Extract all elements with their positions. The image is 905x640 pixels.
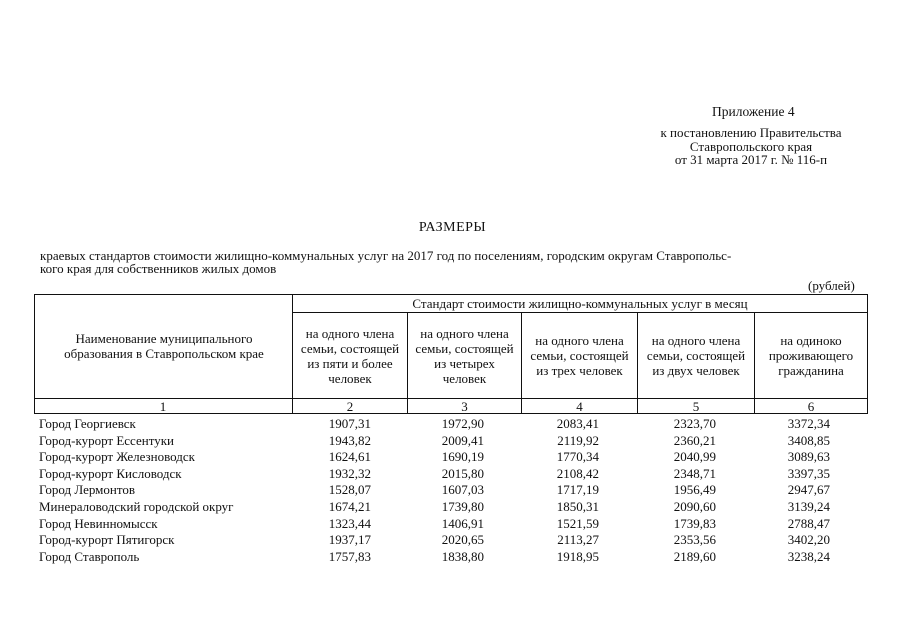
subtitle-line: кого края для собственников жилых домов	[40, 261, 277, 276]
group-header: Стандарт стоимости жилищно-коммунальных услуг в месяц	[412, 295, 748, 311]
cost-value: 2113,27	[557, 532, 599, 548]
cost-value: 1406,91	[441, 515, 484, 531]
cost-value: 2009,41	[441, 432, 484, 448]
cost-value: 2040,99	[673, 449, 716, 465]
cost-value: 1674,21	[328, 498, 371, 514]
table-row	[34, 499, 868, 516]
cost-value: 2348,71	[673, 465, 716, 481]
municipality-name: Город-курорт Ессентуки	[39, 432, 174, 448]
municipality-name: Минераловодский городской округ	[39, 498, 234, 514]
unit-label: (рублей)	[808, 278, 855, 293]
column-header-five-plus: на одного члена семьи, состоящей из пяти и более человек	[300, 325, 400, 386]
cost-value: 1739,80	[441, 498, 484, 514]
cost-value: 2323,70	[673, 416, 716, 431]
cost-value: 2083,41	[556, 416, 599, 431]
cost-value: 2189,60	[673, 548, 716, 564]
table-row	[34, 482, 868, 499]
municipality-name: Город Георгиевск	[39, 416, 136, 431]
municipality-name: Город Невинномысск	[39, 515, 158, 531]
cost-value: 3397,35	[787, 465, 830, 481]
cost-value: 2947,67	[787, 482, 830, 498]
cost-value: 3139,24	[787, 498, 830, 514]
cost-value: 1918,95	[556, 548, 599, 564]
resolution-reference	[640, 126, 862, 167]
cost-value: 1323,44	[328, 515, 371, 531]
municipality-name: Город Лермонтов	[39, 482, 135, 498]
column-header-two: на одного члена семьи, состоящей из двух человек	[646, 333, 746, 378]
table-row	[34, 516, 868, 533]
column-header-three: на одного члена семьи, состоящей из трех человек	[530, 333, 629, 378]
reference-line: к постановлению Правительства	[660, 125, 842, 140]
cost-value: 1943,82	[328, 432, 371, 448]
annex-label: Приложение 4	[712, 104, 795, 119]
cost-value: 1850,31	[556, 498, 599, 514]
cost-value: 2788,47	[787, 515, 830, 531]
cost-value: 1937,17	[328, 532, 371, 548]
cost-value: 3372,34	[787, 416, 830, 431]
column-number: 3	[461, 398, 468, 414]
cost-value: 3402,20	[787, 532, 830, 548]
table-row	[34, 466, 868, 483]
column-number: 5	[692, 398, 700, 414]
cost-value: 2353,56	[673, 532, 716, 548]
cost-value: 1838,80	[441, 548, 484, 564]
table-row	[34, 449, 868, 466]
column-number: 2	[346, 398, 354, 414]
cost-value: 2360,21	[673, 432, 716, 448]
cost-value: 1690,19	[441, 449, 484, 465]
municipality-name: Город-курорт Пятигорск	[39, 532, 175, 548]
cost-value: 1521,59	[556, 515, 599, 531]
cost-value: 2090,60	[673, 498, 716, 514]
reference-line: Ставропольского края	[689, 138, 813, 154]
document-title: РАЗМЕРЫ	[418, 220, 487, 235]
cost-value: 1607,03	[441, 482, 484, 498]
document-subtitle	[40, 249, 866, 275]
cost-value: 2020,65	[441, 532, 484, 548]
cost-value: 2108,42	[556, 465, 599, 481]
subtitle-line: краевых стандартов стоимости жилищно-коммунальных услуг на 2017 год по поселениям, городским округам Ставропольс-	[40, 248, 732, 263]
cost-value: 2119,92	[557, 432, 599, 448]
column-header-four: на одного члена семьи, состоящей из четырех человек	[415, 325, 514, 386]
table-row	[34, 433, 868, 450]
cost-value: 1739,83	[673, 515, 716, 531]
municipality-name: Город Ставрополь	[39, 548, 140, 564]
municipality-name: Город-курорт Железноводск	[39, 449, 195, 465]
cost-value: 3238,24	[787, 548, 830, 564]
column-header-name: Наименование муниципального образования в Ставропольском крае	[64, 331, 264, 361]
column-header-single: на одиноко проживающего гражданина	[768, 333, 854, 378]
cost-value: 2015,80	[441, 465, 484, 481]
cost-value: 1770,34	[556, 449, 599, 465]
table-header	[34, 294, 868, 414]
cost-value: 1757,83	[328, 548, 371, 564]
column-number: 4	[576, 398, 583, 414]
cost-value: 3408,85	[787, 432, 830, 448]
municipality-name: Город-курорт Кисловодск	[39, 465, 182, 481]
table-row	[34, 549, 868, 566]
table-body	[34, 416, 868, 565]
table-row	[34, 416, 868, 433]
cost-value: 1972,90	[441, 416, 484, 431]
reference-line: от 31 марта 2017 г. № 116-п	[674, 152, 828, 167]
cost-value: 1907,31	[328, 416, 371, 431]
cost-value: 3089,63	[787, 449, 830, 465]
cost-value: 1528,07	[328, 482, 371, 498]
table-row	[34, 532, 868, 549]
cost-value: 1932,32	[328, 465, 371, 481]
cost-value: 1624,61	[328, 449, 371, 465]
column-number: 1	[159, 398, 167, 414]
column-number: 6	[807, 398, 815, 414]
cost-value: 1956,49	[673, 482, 716, 498]
cost-value: 1717,19	[556, 482, 599, 498]
